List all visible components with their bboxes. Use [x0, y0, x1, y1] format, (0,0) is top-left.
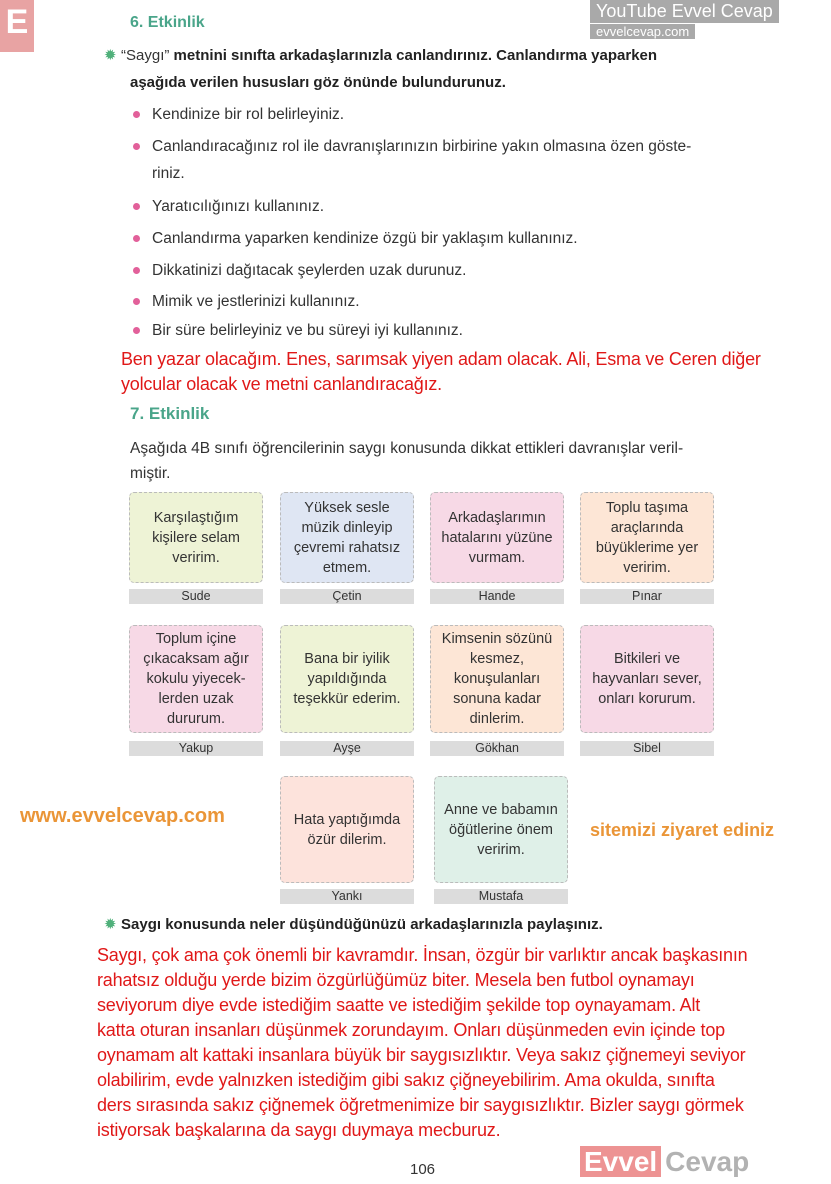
behavior-card: Arkadaşlarımın hatalarını yüzüne vurmam. — [430, 492, 564, 583]
question — [104, 915, 603, 934]
answer-7 — [97, 943, 747, 1143]
behavior-card: Toplum içine çıkacaksam ağır kokulu yiyecek-lerden uzak dururum. — [129, 625, 263, 733]
student-name: Yakup — [129, 741, 263, 756]
instruction-quote: “Saygı” — [121, 47, 170, 64]
bullet-text: Canlandırma yaparken kendinize özgü bir yaklaşım kullanınız. — [152, 230, 578, 247]
bullet-icon — [133, 235, 140, 242]
activity6-title: 6. Etkinlik — [130, 14, 205, 31]
answer-line: ders sırasında sakız çiğnemek öğretmenimize bir saygısızlıktır. Bizler saygı görmek — [97, 1095, 744, 1115]
bullet-text: Yaratıcılığınızı kullanınız. — [152, 198, 325, 215]
instruction-line2: aşağıda verilen hususları göz önünde bulundurunuz. — [130, 74, 506, 91]
student-name: Hande — [430, 589, 564, 604]
watermark-visit: sitemizi ziyaret ediniz — [590, 820, 775, 840]
answer-line: seviyorum diye evde istediğim saatte ve istediğim şekilde top oynayamam. Alt — [97, 995, 701, 1015]
answer-line: Ben yazar olacağım. Enes, sarımsak yiyen adam olacak. Ali, Esma ve Ceren diğer — [121, 349, 761, 369]
activity7-intro — [130, 436, 683, 486]
behavior-card: Karşılaştığım kişilere selam veririm. — [129, 492, 263, 583]
bullet-icon — [133, 267, 140, 274]
page-number: 106 — [410, 1161, 436, 1178]
bullet-text: Kendinize bir rol belirleyiniz. — [152, 106, 345, 123]
question-text: Saygı konusunda neler düşündüğünüzü arkadaşlarınızla paylaşınız. — [121, 916, 603, 933]
site-watermark: evvelcevap.com — [590, 24, 695, 39]
behavior-card: Yüksek sesle müzik dinleyip çevremi rahatsız etmem. — [280, 492, 414, 583]
footer-watermark-a: Evvel — [580, 1146, 661, 1177]
star-icon: ✹ — [104, 916, 117, 933]
answer-line: katta oturan insanları düşünmek zorundayım. Onları düşünmeden evin içinde top — [97, 1020, 725, 1040]
intro-line: Aşağıda 4B sınıfı öğrencilerinin saygı konusunda dikkat ettikleri davranışlar veril- — [130, 440, 684, 457]
answer-6 — [121, 347, 761, 397]
answer-line: olabilirim, evde yalnızken istediğim gibi sakız çiğneyebilirim. Ama okulda, sınıfta — [97, 1070, 715, 1090]
bullet-text: Canlandıracağınız rol ile davranışlarınızın birbirine yakın olmasına özen göste- — [152, 138, 692, 155]
star-icon: ✹ — [104, 47, 117, 64]
bullet-text: riniz. — [152, 165, 185, 182]
student-name: Mustafa — [434, 889, 568, 904]
bullet-icon — [133, 298, 140, 305]
answer-line: rahatsız olduğu yerde bizim özgürlüğümüz biter. Mesela ben futbol oynamayı — [97, 970, 695, 990]
behavior-card: Toplu taşıma araçlarında büyüklerime yer veririm. — [580, 492, 714, 583]
footer-watermark — [580, 1146, 753, 1178]
behavior-card: Anne ve babamın öğütlerine önem veririm. — [434, 776, 568, 883]
instruction — [104, 46, 657, 65]
bullet-icon — [133, 111, 140, 118]
student-name: Pınar — [580, 589, 714, 604]
student-name: Sude — [129, 589, 263, 604]
bullet-text: Bir süre belirleyiniz ve bu süreyi iyi kullanınız. — [152, 322, 463, 339]
activity7-title: 7. Etkinlik — [130, 404, 210, 423]
bullet-icon — [133, 203, 140, 210]
bullet-text: Mimik ve jestlerinizi kullanınız. — [152, 293, 360, 310]
bullet-icon — [133, 327, 140, 334]
watermark-url: www.evvelcevap.com — [20, 805, 225, 827]
student-name: Yankı — [280, 889, 414, 904]
logo-icon: E — [0, 0, 34, 52]
behavior-card: Bana bir iyilik yapıldığında teşekkür ederim. — [280, 625, 414, 733]
student-name: Sibel — [580, 741, 714, 756]
answer-line: yolcular olacak ve metni canlandıracağız. — [121, 374, 442, 394]
footer-watermark-b: Cevap — [665, 1146, 750, 1177]
behavior-card: Kimsenin sözünü kesmez, konuşulanları sonuna kadar dinlerim. — [430, 625, 564, 733]
bullet-text: Dikkatinizi dağıtacak şeylerden uzak durunuz. — [152, 262, 467, 279]
answer-line: Saygı, çok ama çok önemli bir kavramdır. İnsan, özgür bir varlıktır ancak başkasının — [97, 945, 748, 965]
student-name: Gökhan — [430, 741, 564, 756]
intro-line: miştir. — [130, 465, 171, 482]
behavior-card: Hata yaptığımda özür dilerim. — [280, 776, 414, 883]
behavior-card: Bitkileri ve hayvanları sever, onları korurum. — [580, 625, 714, 733]
student-name: Çetin — [280, 589, 414, 604]
student-name: Ayşe — [280, 741, 414, 756]
bullet-icon — [133, 143, 140, 150]
answer-line: istiyorsak başkalarına da saygı duymaya mecburuz. — [97, 1120, 501, 1140]
instruction-line1: metnini sınıfta arkadaşlarınızla canlandırınız. Canlandırma yaparken — [169, 47, 658, 64]
answer-line: oynamam alt kattaki insanlara büyük bir saygısızlıktır. Veya sakız çiğnemeyi seviyor — [97, 1045, 746, 1065]
channel-watermark: YouTube Evvel Cevap — [590, 0, 779, 23]
